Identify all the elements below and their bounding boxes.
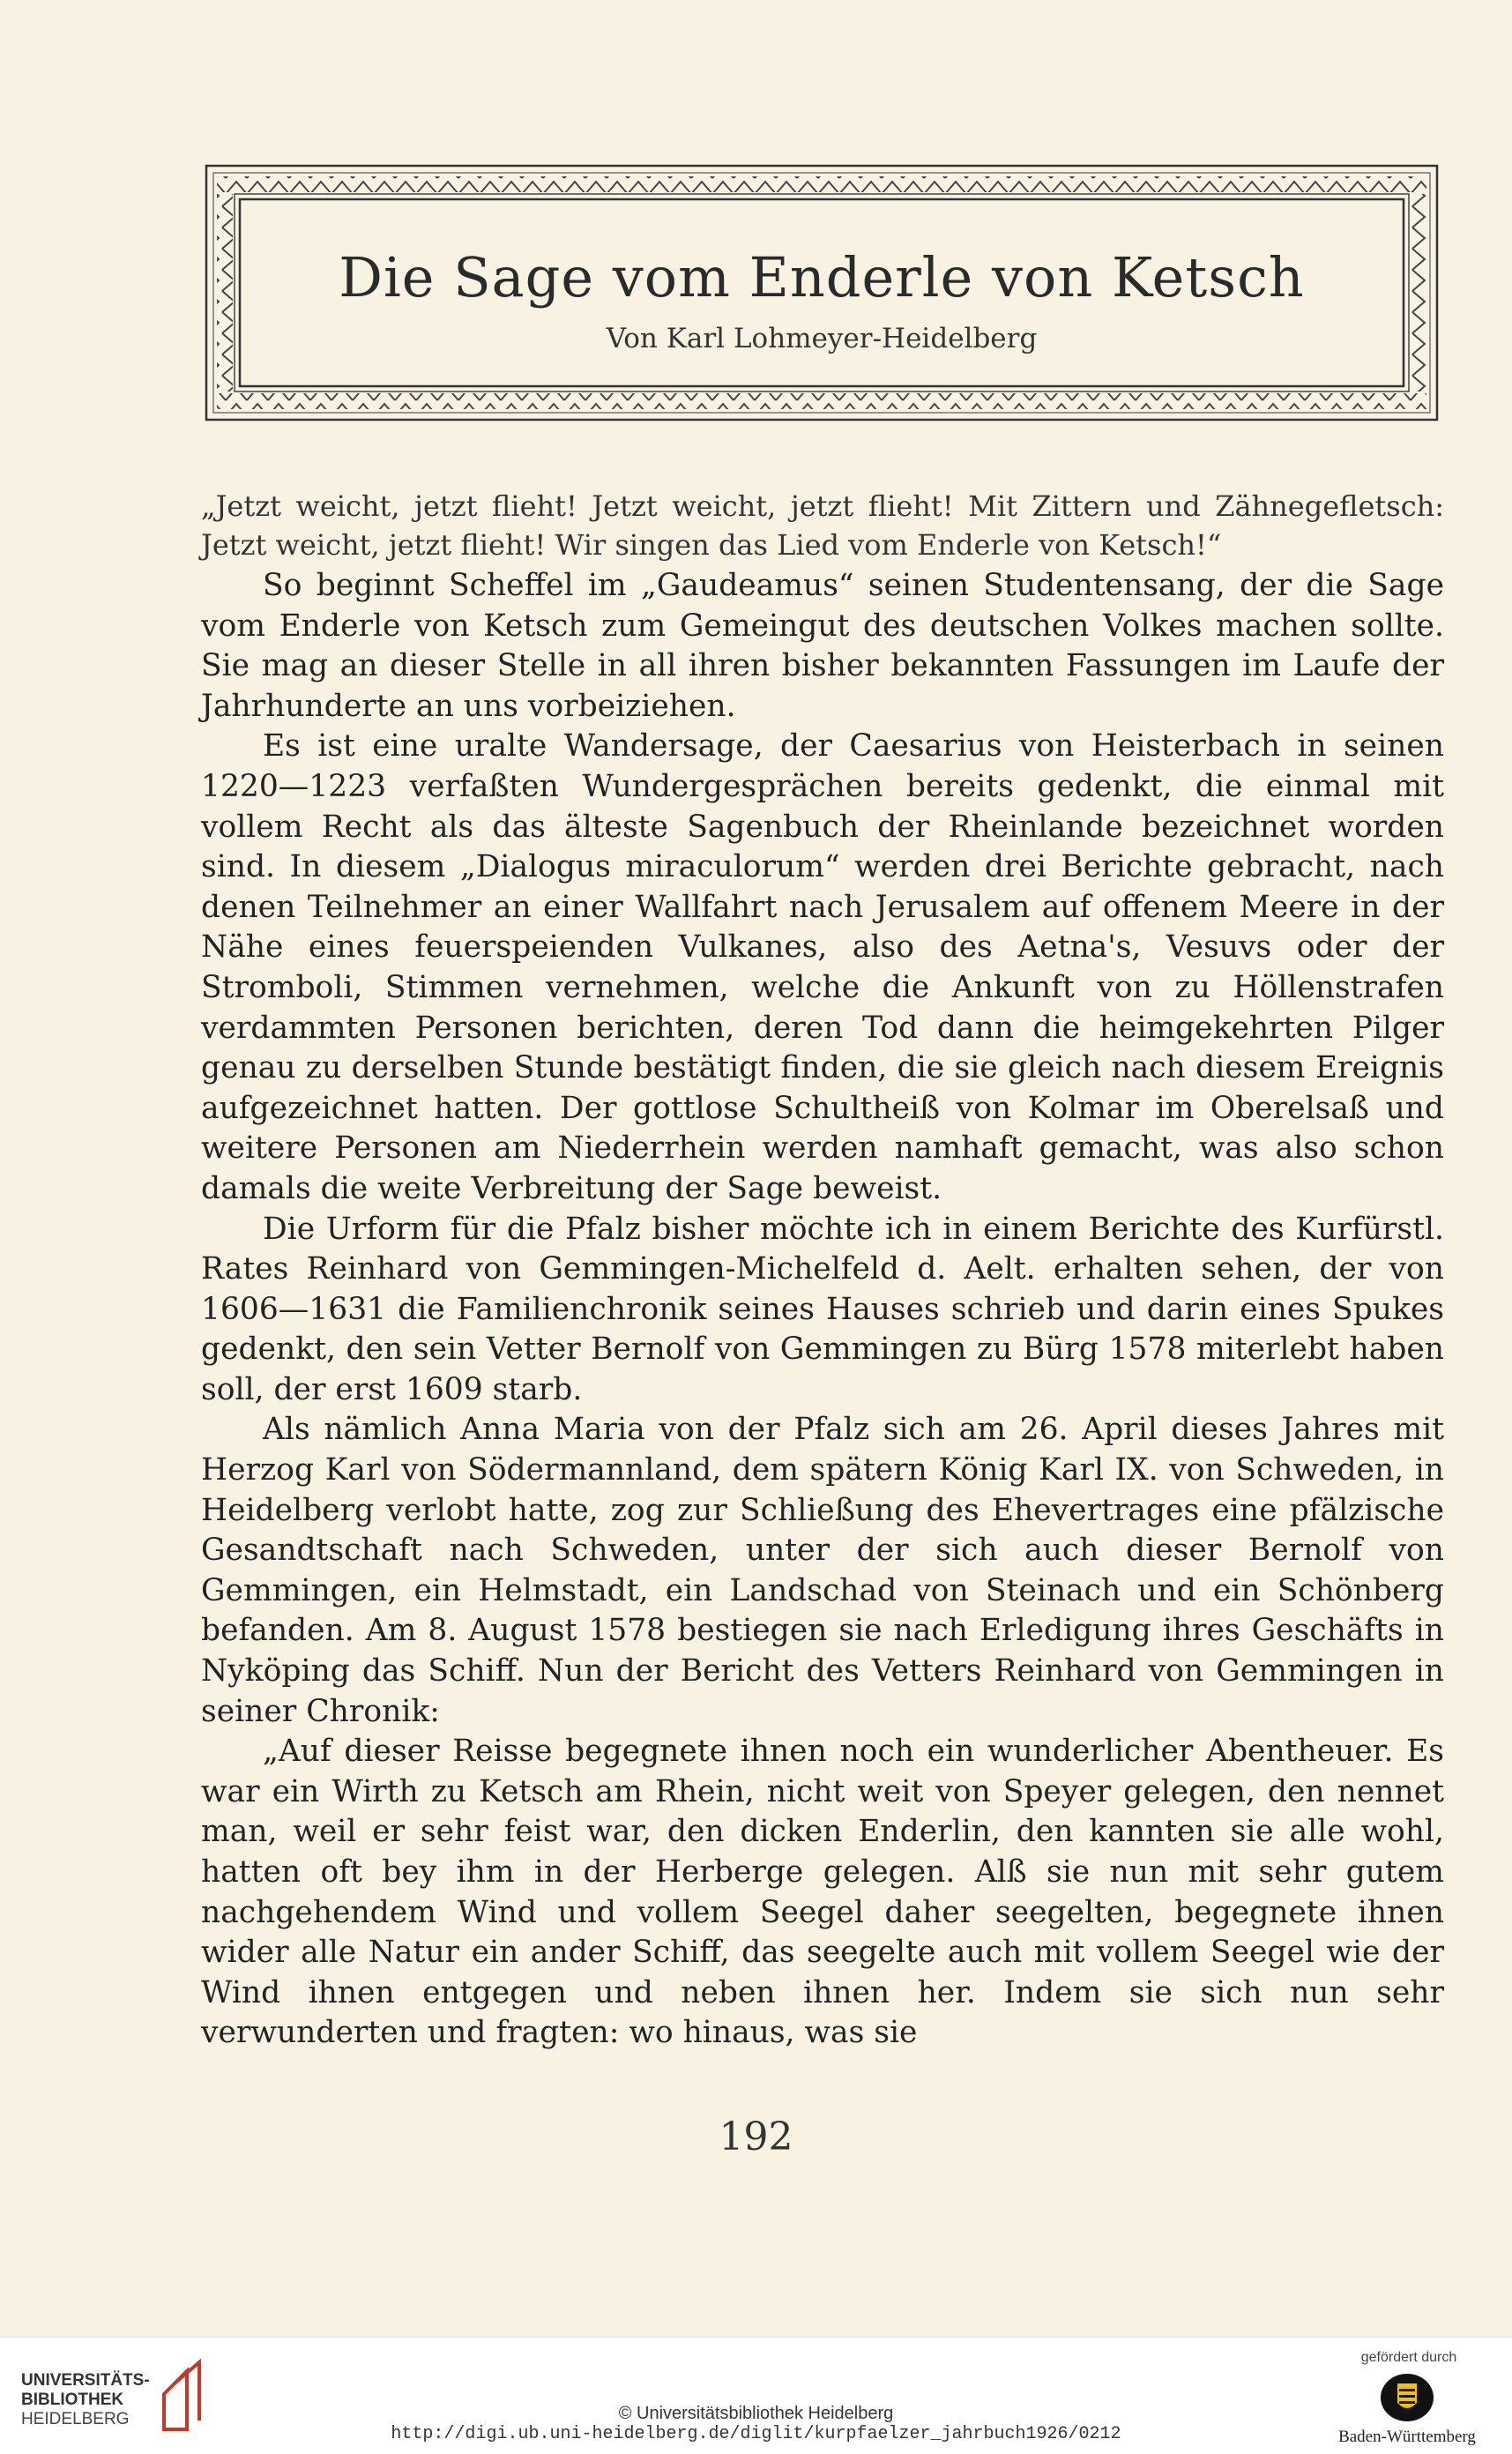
- funder-name: Baden-Württemberg: [1338, 2428, 1476, 2446]
- library-name-line1: UNIVERSITÄTS-: [21, 2371, 150, 2390]
- copyright-notice: © Universitätsbibliothek Heidelberg: [618, 2404, 894, 2423]
- library-name-line2: BIBLIOTHEK: [21, 2391, 124, 2409]
- article-body: [201, 566, 1444, 2054]
- paragraph-1: So beginnt Scheffel im „Gaudeamus“ seinen Studentensang, der die Sage vom Enderle von Ketsch zum Gemeingut des deutschen Volkes machen sollte. Sie mag an dieser Stelle in all ihren bisher bekannten Fassungen im Laufe der Jahrhunderte an uns vorbeiziehen.: [201, 568, 1444, 724]
- title-frame: [205, 164, 1439, 421]
- author-byline: Von Karl Lohmeyer-Heidelberg: [606, 323, 1038, 354]
- baden-wuerttemberg-seal-icon: [1378, 2371, 1436, 2424]
- article-title: Die Sage vom Enderle von Ketsch: [339, 245, 1305, 310]
- paragraph-2: Es ist eine uralte Wandersage, der Caesarius von Heisterbach in seinen 1220—1223 verfaßten Wundergesprächen bereits gedenkt, die einmal mit vollem Recht als das älteste Sagenbuch der Rheinlande bezeichnet worden sind. In diesem „Dialogus miraculorum“ werden drei Berichte gebracht, nach denen Teilnehmer an einer Wallfahrt nach Jerusalem auf offenem Meere in der Nähe eines feuerspeienden Vulkanes, also des Aetna's, Vesuvs oder der Stromboli, Stimmen vernehmen, welche die Ankunft von zu Höllenstrafen verdammten Personen berichten, deren Tod dann die heimgekehrten Pilger genau zu derselben Stunde bestätigt finden, die sie gleich nach diesem Ereignis aufgezeichnet hatten. Der gottlose Schultheiß von Kolmar im Oberelsaß und weitere Personen am Niederrhein werden namhaft gemacht, was also schon damals die weite Verbreitung der Sage beweist.: [201, 728, 1444, 1206]
- permalink-url[interactable]: http://digi.ub.uni-heidelberg.de/diglit/kurpfaelzer_jahrbuch1926/0212: [391, 2424, 1121, 2444]
- funded-by-label: gefördert durch: [1360, 2350, 1457, 2365]
- digitization-footer: [0, 2337, 1512, 2454]
- opening-verse: „Jetzt weicht, jetzt flieht! Jetzt weicht, jetzt flieht! Mit Zittern und Zähnegefletsch: Jetzt weicht, jetzt flieht! Wir singen das Lied vom Enderle von Ketsch!“: [201, 489, 1444, 562]
- page-number: 192: [719, 2115, 793, 2159]
- paragraph-4: Als nämlich Anna Maria von der Pfalz sich am 26. April dieses Jahres mit Herzog Karl von Södermannland, dem spätern König Karl IX. von Schweden, in Heidelberg verlobt hatte, zog zur Schließung des Ehevertrages eine pfälzische Gesandtschaft nach Schweden, unter der sich auch dieser Bernolf von Gemmingen, ein Helmstadt, ein Landschad von Steinach und ein Schönberg befanden. Am 8. August 1578 bestiegen sie nach Erledigung ihres Geschäfts in Nyköping das Schiff. Nun der Bericht des Vetters Reinhard von Gemmingen in seiner Chronik:: [201, 1412, 1444, 1729]
- library-name-line3: HEIDELBERG: [21, 2410, 130, 2428]
- paragraph-5: „Auf dieser Reisse begegnete ihnen noch ein wunderlicher Abentheuer. Es war ein Wirth zu Ketsch am Rhein, nicht weit von Speyer gelegen, den nennet man, weil er sehr feist war, den dicken Enderlin, den kannten sie alle wohl, hatten oft bey ihm in der Herberge gelegen. Alß sie nun mit sehr gutem nachgehendem Wind und vollem Seegel daher seegelten, begegnete ihnen wider alle Natur ein ander Schiff, das seegelte auch mit vollem Seegel wie der Wind ihnen entgegen und neben ihnen her. Indem sie sich nun sehr verwunderten und fragten: wo hinaus, was sie: [201, 1734, 1444, 2051]
- paragraph-3: Die Urform für die Pfalz bisher möchte ich in einem Berichte des Kurfürstl. Rates Reinhard von Gemmingen-Michelfeld d. Aelt. erhalten sehen, der von 1606—1631 die Familienchronik seines Hauses schrieb und darin eines Spukes gedenkt, den sein Vetter Bernolf von Gemmingen zu Bürg 1578 miterlebt haben soll, der erst 1609 starb.: [201, 1211, 1444, 1407]
